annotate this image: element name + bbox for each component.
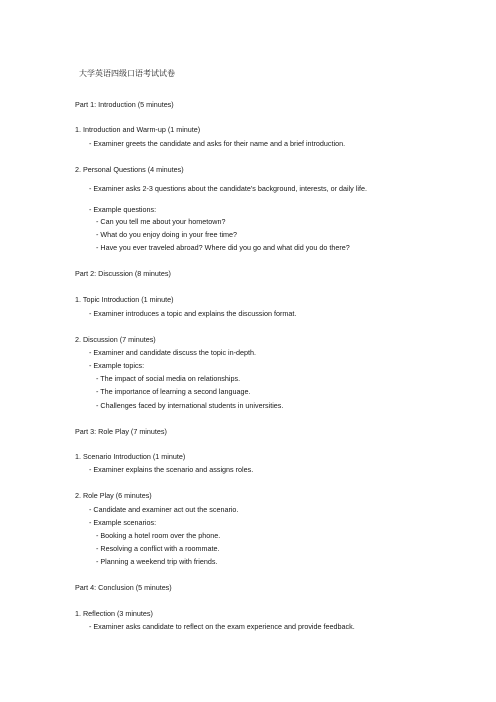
bullet-item: - Examiner introduces a topic and explains the discussion format.	[89, 309, 297, 318]
nested-bullet-item: - What do you enjoy doing in your free time?	[96, 230, 238, 239]
nested-bullet-item: - Resolving a conflict with a roommate.	[96, 544, 220, 553]
subsection-heading: 2. Role Play (6 minutes)	[75, 491, 152, 500]
subsection-heading: 2. Personal Questions (4 minutes)	[75, 165, 184, 174]
nested-bullet-item: - Planning a weekend trip with friends.	[96, 557, 218, 566]
nested-bullet-item: - Booking a hotel room over the phone.	[96, 531, 221, 540]
bullet-item: - Example topics:	[89, 361, 145, 370]
section-heading-part-1: Part 1: Introduction (5 minutes)	[75, 100, 174, 109]
section-heading-part-3: Part 3: Role Play (7 minutes)	[75, 427, 167, 436]
nested-bullet-item: - The impact of social media on relationships.	[96, 374, 241, 383]
subsection-heading: 1. Topic Introduction (1 minute)	[75, 295, 174, 304]
subsection-heading: 1. Introduction and Warm-up (1 minute)	[75, 125, 201, 134]
bullet-item: - Examiner and candidate discuss the topic in-depth.	[89, 348, 257, 357]
subsection-heading: 1. Reflection (3 minutes)	[75, 609, 153, 618]
nested-bullet-item: - Can you tell me about your hometown?	[96, 217, 226, 226]
nested-bullet-item: - Challenges faced by international students in universities.	[96, 401, 284, 410]
bullet-item: - Examiner asks candidate to reflect on the exam experience and provide feedback.	[89, 622, 355, 631]
bullet-item: - Example scenarios:	[89, 518, 157, 527]
bullet-item: - Candidate and examiner act out the scenario.	[89, 505, 239, 514]
subsection-heading: 2. Discussion (7 minutes)	[75, 335, 156, 344]
bullet-item: - Examiner asks 2-3 questions about the candidate’s background, interests, or daily life.	[89, 184, 367, 193]
bullet-item: - Examiner greets the candidate and asks for their name and a brief introduction.	[89, 139, 346, 148]
section-heading-part-4: Part 4: Conclusion (5 minutes)	[75, 583, 172, 592]
section-heading-part-2: Part 2: Discussion (8 minutes)	[75, 269, 171, 278]
nested-bullet-item: - The importance of learning a second language.	[96, 387, 251, 396]
bullet-item: - Examiner explains the scenario and assigns roles.	[89, 465, 254, 474]
subsection-heading: 1. Scenario Introduction (1 minute)	[75, 452, 186, 461]
document-title: 大学英语四级口语考试试卷	[79, 69, 175, 78]
bullet-item: - Example questions:	[89, 205, 157, 214]
nested-bullet-item: - Have you ever traveled abroad? Where did you go and what did you do there?	[96, 243, 350, 252]
